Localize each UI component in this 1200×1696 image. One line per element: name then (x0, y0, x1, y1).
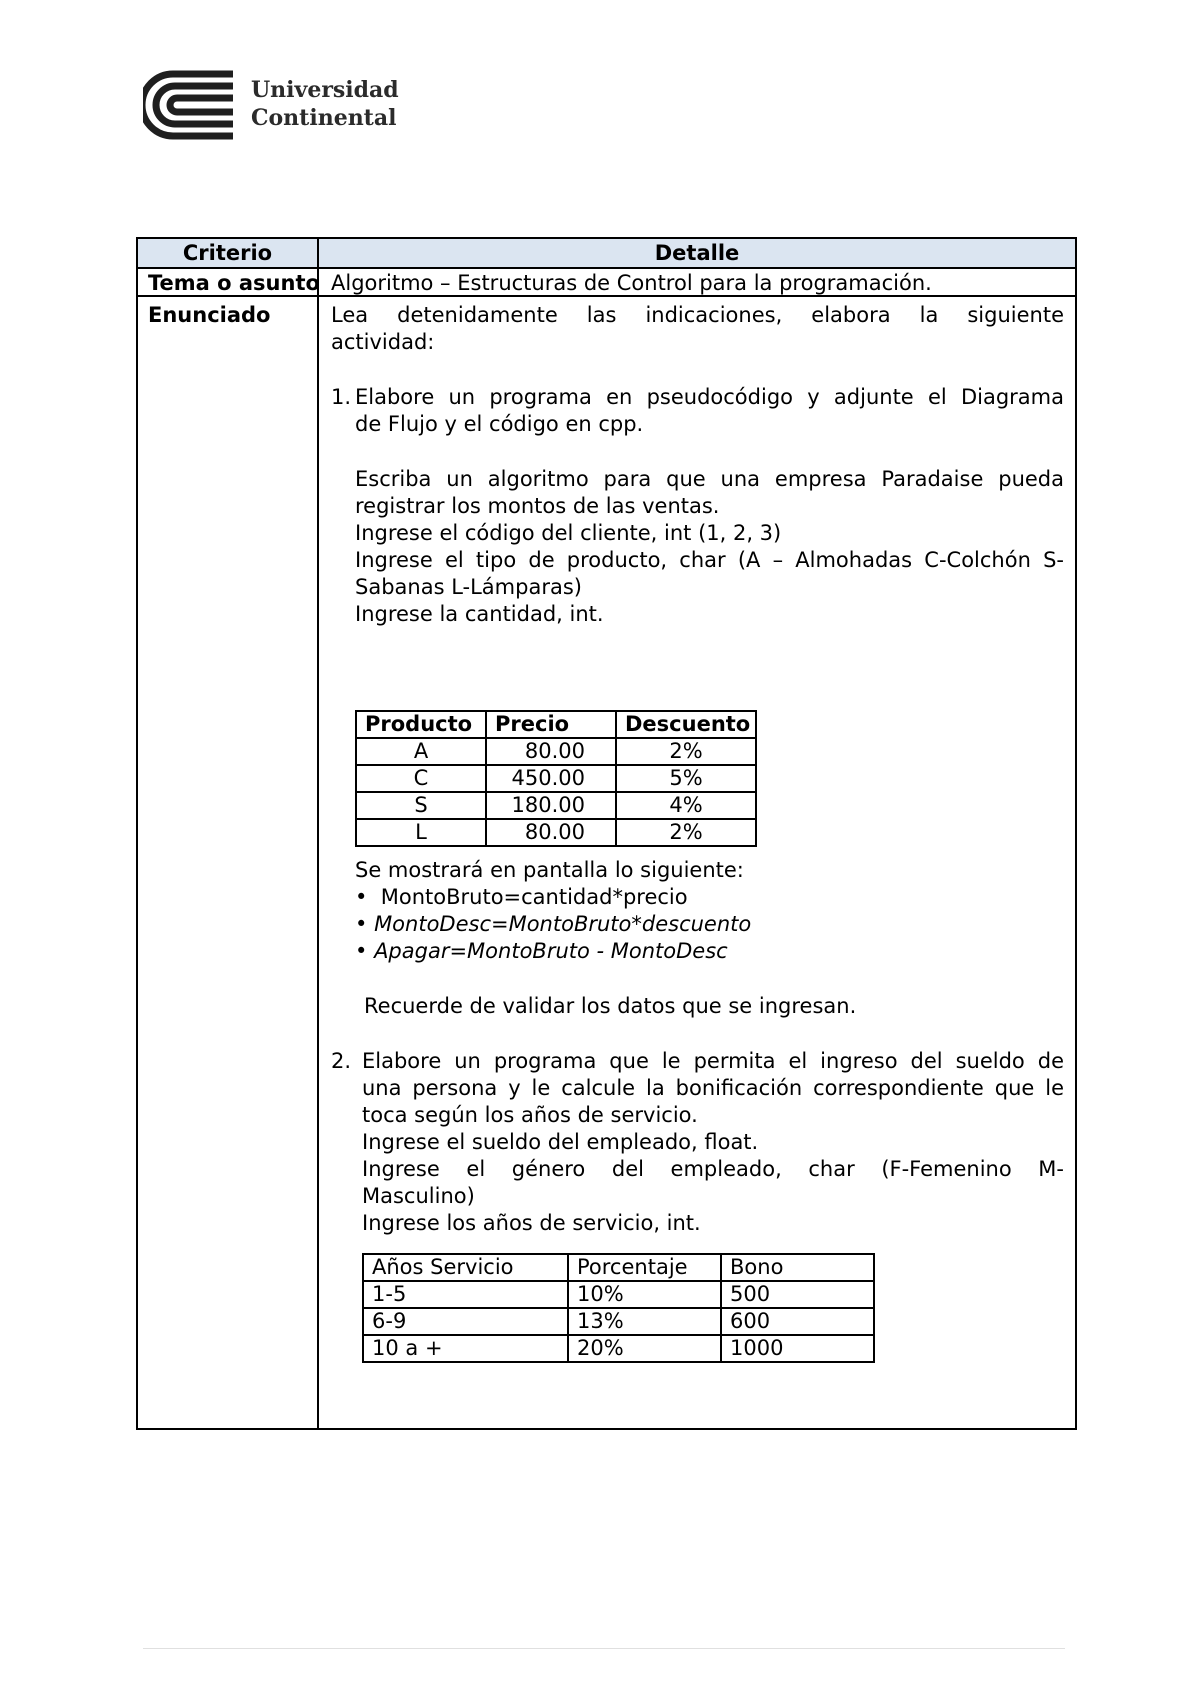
bullet-icon: • (355, 939, 375, 963)
logo-line-1: Universidad (251, 77, 399, 103)
product-table-header (356, 711, 756, 738)
bonus-years: 6-9 (363, 1308, 568, 1335)
product-discount: 2% (616, 738, 756, 765)
bonus-table (362, 1253, 875, 1363)
item2-line-6: Masculino) (362, 1184, 475, 1208)
item1-line-2: de Flujo y el código en cpp. (355, 412, 644, 436)
bonus-years: 10 a + (363, 1335, 568, 1362)
bonus-header-porcentaje: Porcentaje (568, 1254, 721, 1281)
header-row (137, 238, 1076, 268)
logo-emblem-icon (143, 70, 235, 140)
item2-line-7: Ingrese los años de servicio, int. (362, 1211, 701, 1235)
footer-divider (143, 1648, 1065, 1649)
product-discount: 2% (616, 819, 756, 846)
item2-line-4: Ingrese el sueldo del empleado, float. (362, 1130, 759, 1154)
product-discount: 4% (616, 792, 756, 819)
bonus-header-bono: Bono (721, 1254, 874, 1281)
bonus-percentage: 20% (568, 1335, 721, 1362)
table-row (356, 738, 756, 765)
bullet-text: MontoBruto=cantidad*precio (380, 885, 688, 909)
item2-line-1: Elabore un programa que le permita el ingreso del sueldo de (362, 1049, 1064, 1073)
product-code: A (356, 738, 486, 765)
enunciado-label: Enunciado (137, 296, 318, 1429)
product-price: 80.00 (486, 819, 616, 846)
logo-wordmark (251, 76, 399, 132)
table-row (356, 765, 756, 792)
bullet-text: Apagar=MontoBruto - MontoDesc (374, 939, 728, 963)
item1-paragraph-1: Escriba un algoritmo para que una empresa Paradaise pueda (355, 467, 1064, 491)
item2-number: 2. (331, 1049, 352, 1073)
university-logo (143, 70, 399, 140)
logo-line-2: Continental (251, 105, 397, 131)
product-header-descuento: Descuento (616, 711, 756, 738)
bonus-amount: 600 (721, 1308, 874, 1335)
product-code: S (356, 792, 486, 819)
item2-line-5: Ingrese el género del empleado, char (F-Femenino M- (362, 1157, 1064, 1181)
product-header-producto: Producto (356, 711, 486, 738)
item1-input-4: Ingrese la cantidad, int. (355, 602, 604, 626)
product-header-precio: Precio (486, 711, 616, 738)
product-code: C (356, 765, 486, 792)
item1-line-1: Elabore un programa en pseudocódigo y adjunte el Diagrama (355, 385, 1064, 409)
product-code: L (356, 819, 486, 846)
product-price: 450.00 (486, 765, 616, 792)
tema-row (137, 268, 1076, 296)
item1-input-1: Ingrese el código del cliente, int (1, 2, 3) (355, 521, 782, 545)
reminder-text: Recuerde de validar los datos que se ingresan. (364, 994, 857, 1018)
table-row (356, 819, 756, 846)
item1-paragraph-2: registrar los montos de las ventas. (355, 494, 720, 518)
bonus-amount: 1000 (721, 1335, 874, 1362)
table-row (356, 792, 756, 819)
intro-line-1: Lea detenidamente las indicaciones, elabora la siguiente (331, 303, 1064, 327)
item1-input-2: Ingrese el tipo de producto, char (A – Almohadas C-Colchón S- (355, 548, 1064, 572)
tema-label: Tema o asunto (137, 268, 318, 296)
bullet-text: MontoDesc=MontoBruto*descuento (374, 912, 752, 936)
bullet-item (355, 911, 751, 938)
item1-input-3: Sabanas L-Lámparas) (355, 575, 582, 599)
bullet-icon: • (355, 885, 381, 909)
criteria-table (136, 237, 1077, 1430)
bonus-percentage: 13% (568, 1308, 721, 1335)
bonus-amount: 500 (721, 1281, 874, 1308)
product-price: 180.00 (486, 792, 616, 819)
bonus-table-header (363, 1254, 874, 1281)
bullet-icon: • (355, 912, 375, 936)
tema-value: Algoritmo – Estructuras de Control para la programación. (318, 268, 1076, 296)
table-row (363, 1335, 874, 1362)
bonus-header-anos: Años Servicio (363, 1254, 568, 1281)
product-table (355, 710, 757, 847)
header-criterio: Criterio (137, 238, 318, 268)
intro-line-2: actividad: (331, 330, 435, 354)
product-discount: 5% (616, 765, 756, 792)
product-price: 80.00 (486, 738, 616, 765)
item2-line-3: toca según los años de servicio. (362, 1103, 698, 1127)
enunciado-row (137, 296, 1076, 1429)
show-text: Se mostrará en pantalla lo siguiente: (355, 858, 744, 882)
item1-number: 1. (331, 385, 352, 409)
bullet-item (355, 938, 728, 965)
enunciado-detail (318, 296, 1076, 1429)
item2-line-2: una persona y le calcule la bonificación correspondiente que le (362, 1076, 1064, 1100)
bonus-years: 1-5 (363, 1281, 568, 1308)
table-row (363, 1281, 874, 1308)
table-row (363, 1308, 874, 1335)
bonus-percentage: 10% (568, 1281, 721, 1308)
header-detalle: Detalle (318, 238, 1076, 268)
bullet-item (355, 884, 688, 911)
